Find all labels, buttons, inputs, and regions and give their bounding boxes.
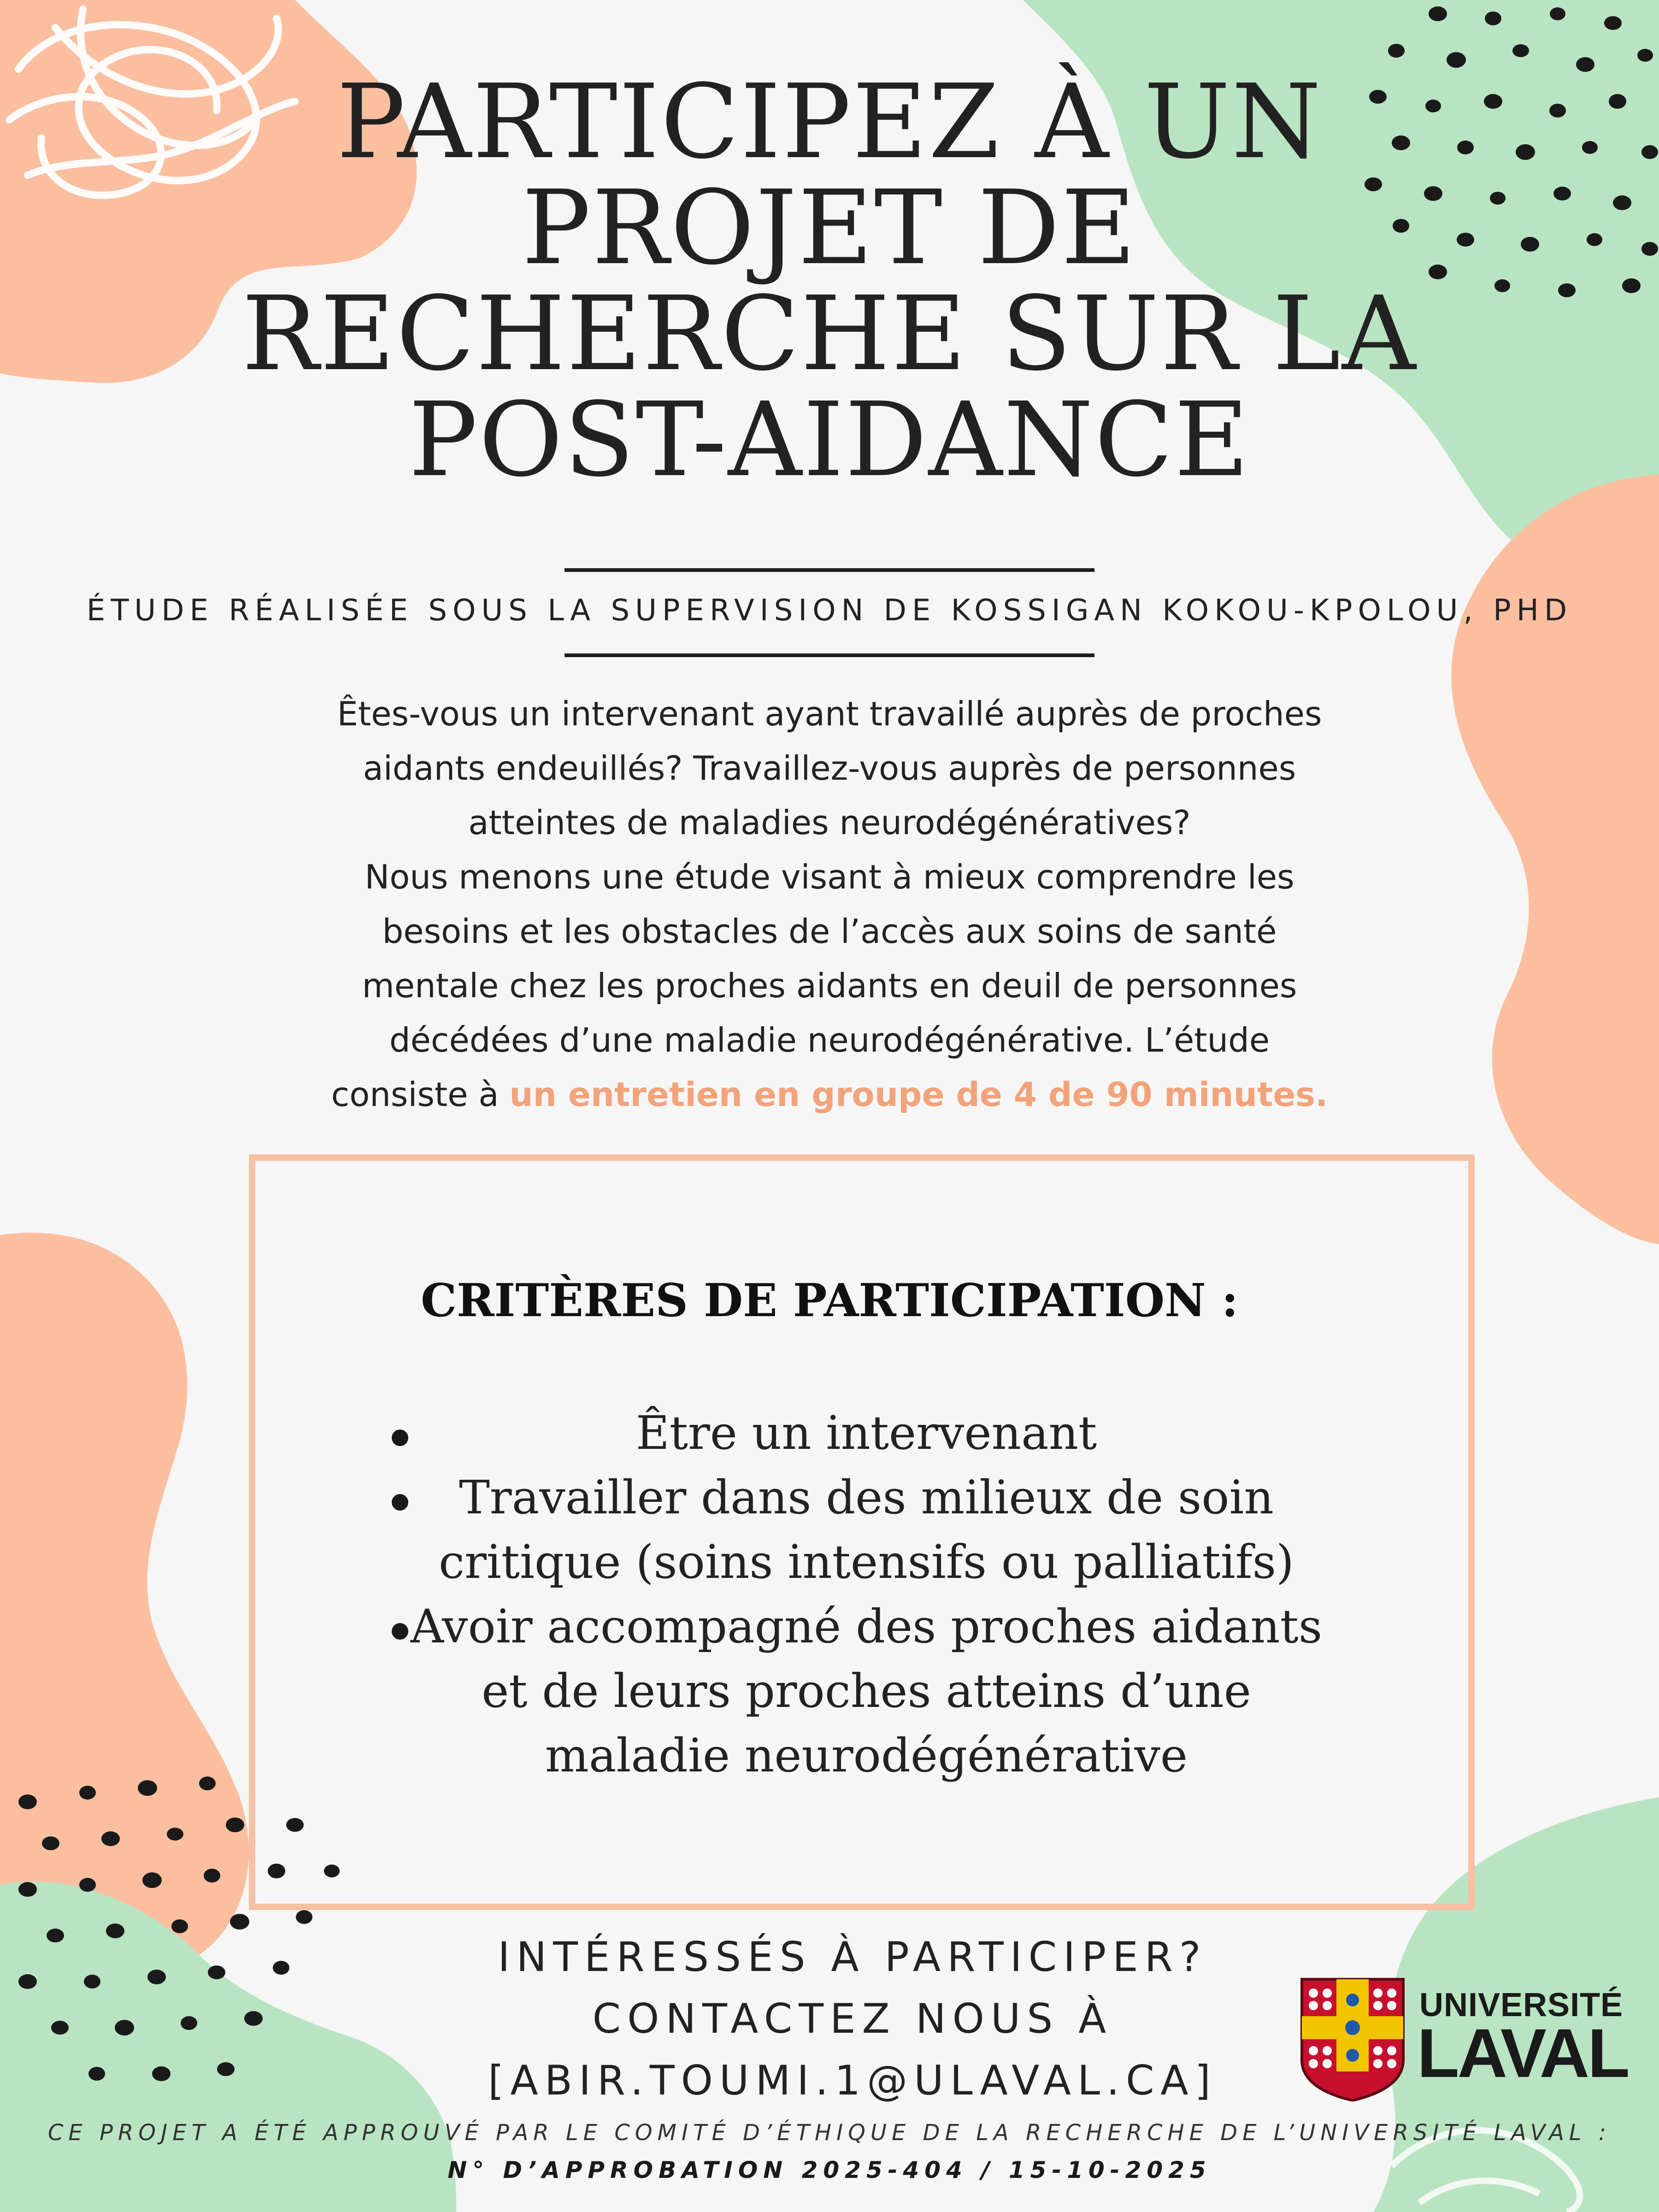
bullet-icon	[392, 1623, 408, 1640]
criteria-line: maladie neurodégénérative	[545, 1729, 1188, 1783]
criteria-item	[382, 1401, 1350, 1465]
intro-line: Nous menons une étude visant à mieux comprendre les	[365, 858, 1294, 896]
criteria-line: Être un intervenant	[635, 1406, 1097, 1460]
intro-last-prefix: consiste à	[331, 1075, 510, 1114]
criteria-line: Travailler dans des milieux de soin	[459, 1471, 1274, 1524]
logo-text-universite: UNIVERSITÉ	[1419, 1987, 1624, 2024]
intro-line: atteintes de maladies neurodégénératives?	[468, 803, 1191, 842]
universite-laval-logo	[1300, 1977, 1628, 2106]
divider-top	[565, 568, 1094, 572]
intro-line: besoins et les obstacles de l’accès aux soins de santé	[382, 912, 1277, 951]
title-line: PROJET DE	[522, 169, 1137, 288]
contact-block	[415, 1926, 1290, 2112]
intro-line: Êtes-vous un intervenant ayant travaillé auprès de proches	[337, 694, 1322, 733]
criteria-list	[382, 1401, 1350, 1788]
logo-text-laval: LAVAL	[1417, 2014, 1628, 2092]
contact-email[interactable]: [ABIR.TOUMI.1@ULAVAL.CA]	[488, 2057, 1217, 2104]
contact-line: INTÉRESSÉS À PARTICIPER?	[498, 1933, 1207, 1981]
criteria-line: critique (soins intensifs ou palliatifs)	[438, 1535, 1294, 1589]
intro-highlight: un entretien en groupe de 4 de 90 minutes.	[509, 1075, 1328, 1114]
criteria-item	[382, 1465, 1350, 1594]
intro-paragraph	[286, 687, 1373, 1122]
contact-line: CONTACTEZ NOUS À	[592, 1995, 1113, 2042]
supervision-line: ÉTUDE RÉALISÉE SOUS LA SUPERVISION DE KOSSIGAN KOKOU-KPOLOU, PHD	[86, 594, 1573, 628]
intro-line: aidants endeuillés? Travaillez-vous auprès de personnes	[363, 749, 1296, 788]
intro-line: mentale chez les proches aidants en deuil de personnes	[362, 966, 1297, 1005]
title-line: POST-AIDANCE	[408, 381, 1251, 500]
bullet-icon	[392, 1494, 408, 1511]
divider-bottom	[565, 653, 1094, 657]
page-title	[0, 63, 1659, 500]
criteria-title: CRITÈRES DE PARTICIPATION :	[421, 1274, 1238, 1327]
peach-blob-right	[1451, 475, 1659, 1244]
footer-approval-number: N° D’APPROBATION 2025-404 / 15-10-2025	[447, 2157, 1212, 2183]
criteria-item	[382, 1594, 1350, 1788]
title-line: RECHERCHE SUR LA	[241, 275, 1418, 394]
bullet-icon	[392, 1430, 408, 1446]
criteria-line: Avoir accompagné des proches aidants	[410, 1600, 1323, 1653]
intro-line	[286, 1067, 1373, 1122]
criteria-line: et de leurs proches atteins d’une	[482, 1664, 1251, 1718]
laval-crest-icon	[1300, 1977, 1406, 2101]
intro-line: décédées d’une maladie neurodégénérative. L’étude	[389, 1021, 1270, 1059]
title-line: PARTICIPEZ À UN	[336, 63, 1323, 182]
footer-approval: CE PROJET A ÉTÉ APPROUVÉ PAR LE COMITÉ D’ÉTHIQUE DE LA RECHERCHE DE L’UNIVERSITÉ LAVAL :	[47, 2120, 1612, 2146]
